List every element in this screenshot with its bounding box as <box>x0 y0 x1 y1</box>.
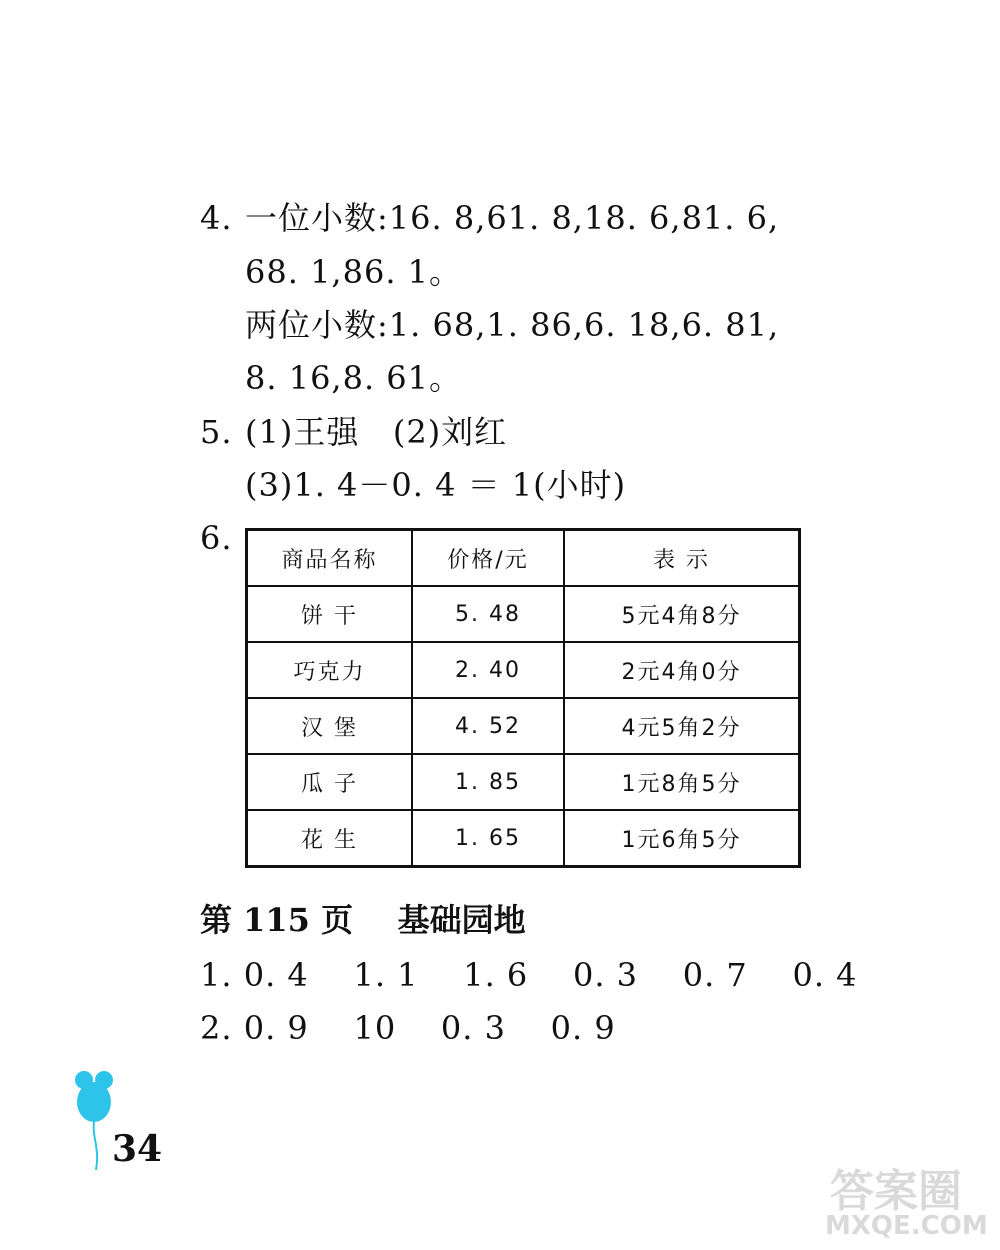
expression-cell: 4元5角2分 <box>564 698 800 754</box>
expression-cell: 1元6角5分 <box>564 810 800 867</box>
watermark-logo <box>820 1155 1000 1250</box>
price-cell: 1. 65 <box>412 810 564 867</box>
price-cell: 2. 40 <box>412 642 564 698</box>
item-name-cell: 汉 堡 <box>247 698 413 754</box>
q5-text-1: (1)王强 (2)刘红 <box>245 413 508 451</box>
price-cell: 4. 52 <box>412 698 564 754</box>
q4-line-4: 8. 16,8. 61。 <box>245 359 463 397</box>
answer-line-2: 2. 0. 9 10 0. 3 0. 9 <box>200 1009 616 1047</box>
q5-line-1 <box>200 412 507 452</box>
price-cell: 5. 48 <box>412 586 564 642</box>
table-row <box>247 586 800 642</box>
price-table <box>245 528 801 868</box>
q5-number: 5. <box>200 413 233 451</box>
table-header-row <box>247 530 800 587</box>
q4-line-3: 两位小数:1. 68,1. 86,6. 18,6. 81, <box>245 306 780 344</box>
q4-line-1 <box>200 198 779 238</box>
table-row <box>247 754 800 810</box>
header-cell: 价格/元 <box>412 530 564 587</box>
table-row <box>247 698 800 754</box>
watermark-top-text: 答案圈 <box>830 1166 962 1217</box>
q4-number: 4. <box>200 199 233 237</box>
item-name-cell: 巧克力 <box>247 642 413 698</box>
answer-line-1: 1. 0. 4 1. 1 1. 6 0. 3 0. 7 0. 4 <box>200 956 858 994</box>
table-row <box>247 642 800 698</box>
item-name-cell: 饼 干 <box>247 586 413 642</box>
header-cell: 商品名称 <box>247 530 413 587</box>
item-name-cell: 花 生 <box>247 810 413 867</box>
page-number: 34 <box>112 1128 163 1170</box>
expression-cell: 2元4角0分 <box>564 642 800 698</box>
q5-line-2: (3)1. 4－0. 4 ＝ 1(小时) <box>245 466 627 504</box>
expression-cell: 1元8角5分 <box>564 754 800 810</box>
item-name-cell: 瓜 子 <box>247 754 413 810</box>
price-cell: 1. 85 <box>412 754 564 810</box>
watermark-bottom-text: MXQE.COM <box>825 1211 988 1241</box>
table-row <box>247 810 800 867</box>
q4-line-2: 68. 1,86. 1。 <box>245 253 463 291</box>
header-cell: 表 示 <box>564 530 800 587</box>
expression-cell: 5元4角8分 <box>564 586 800 642</box>
q6-number: 6. <box>200 519 233 557</box>
section-heading: 第 115 页 基础园地 <box>200 901 526 939</box>
q4-text-1: 一位小数:16. 8,61. 8,18. 6,81. 6, <box>245 199 780 237</box>
